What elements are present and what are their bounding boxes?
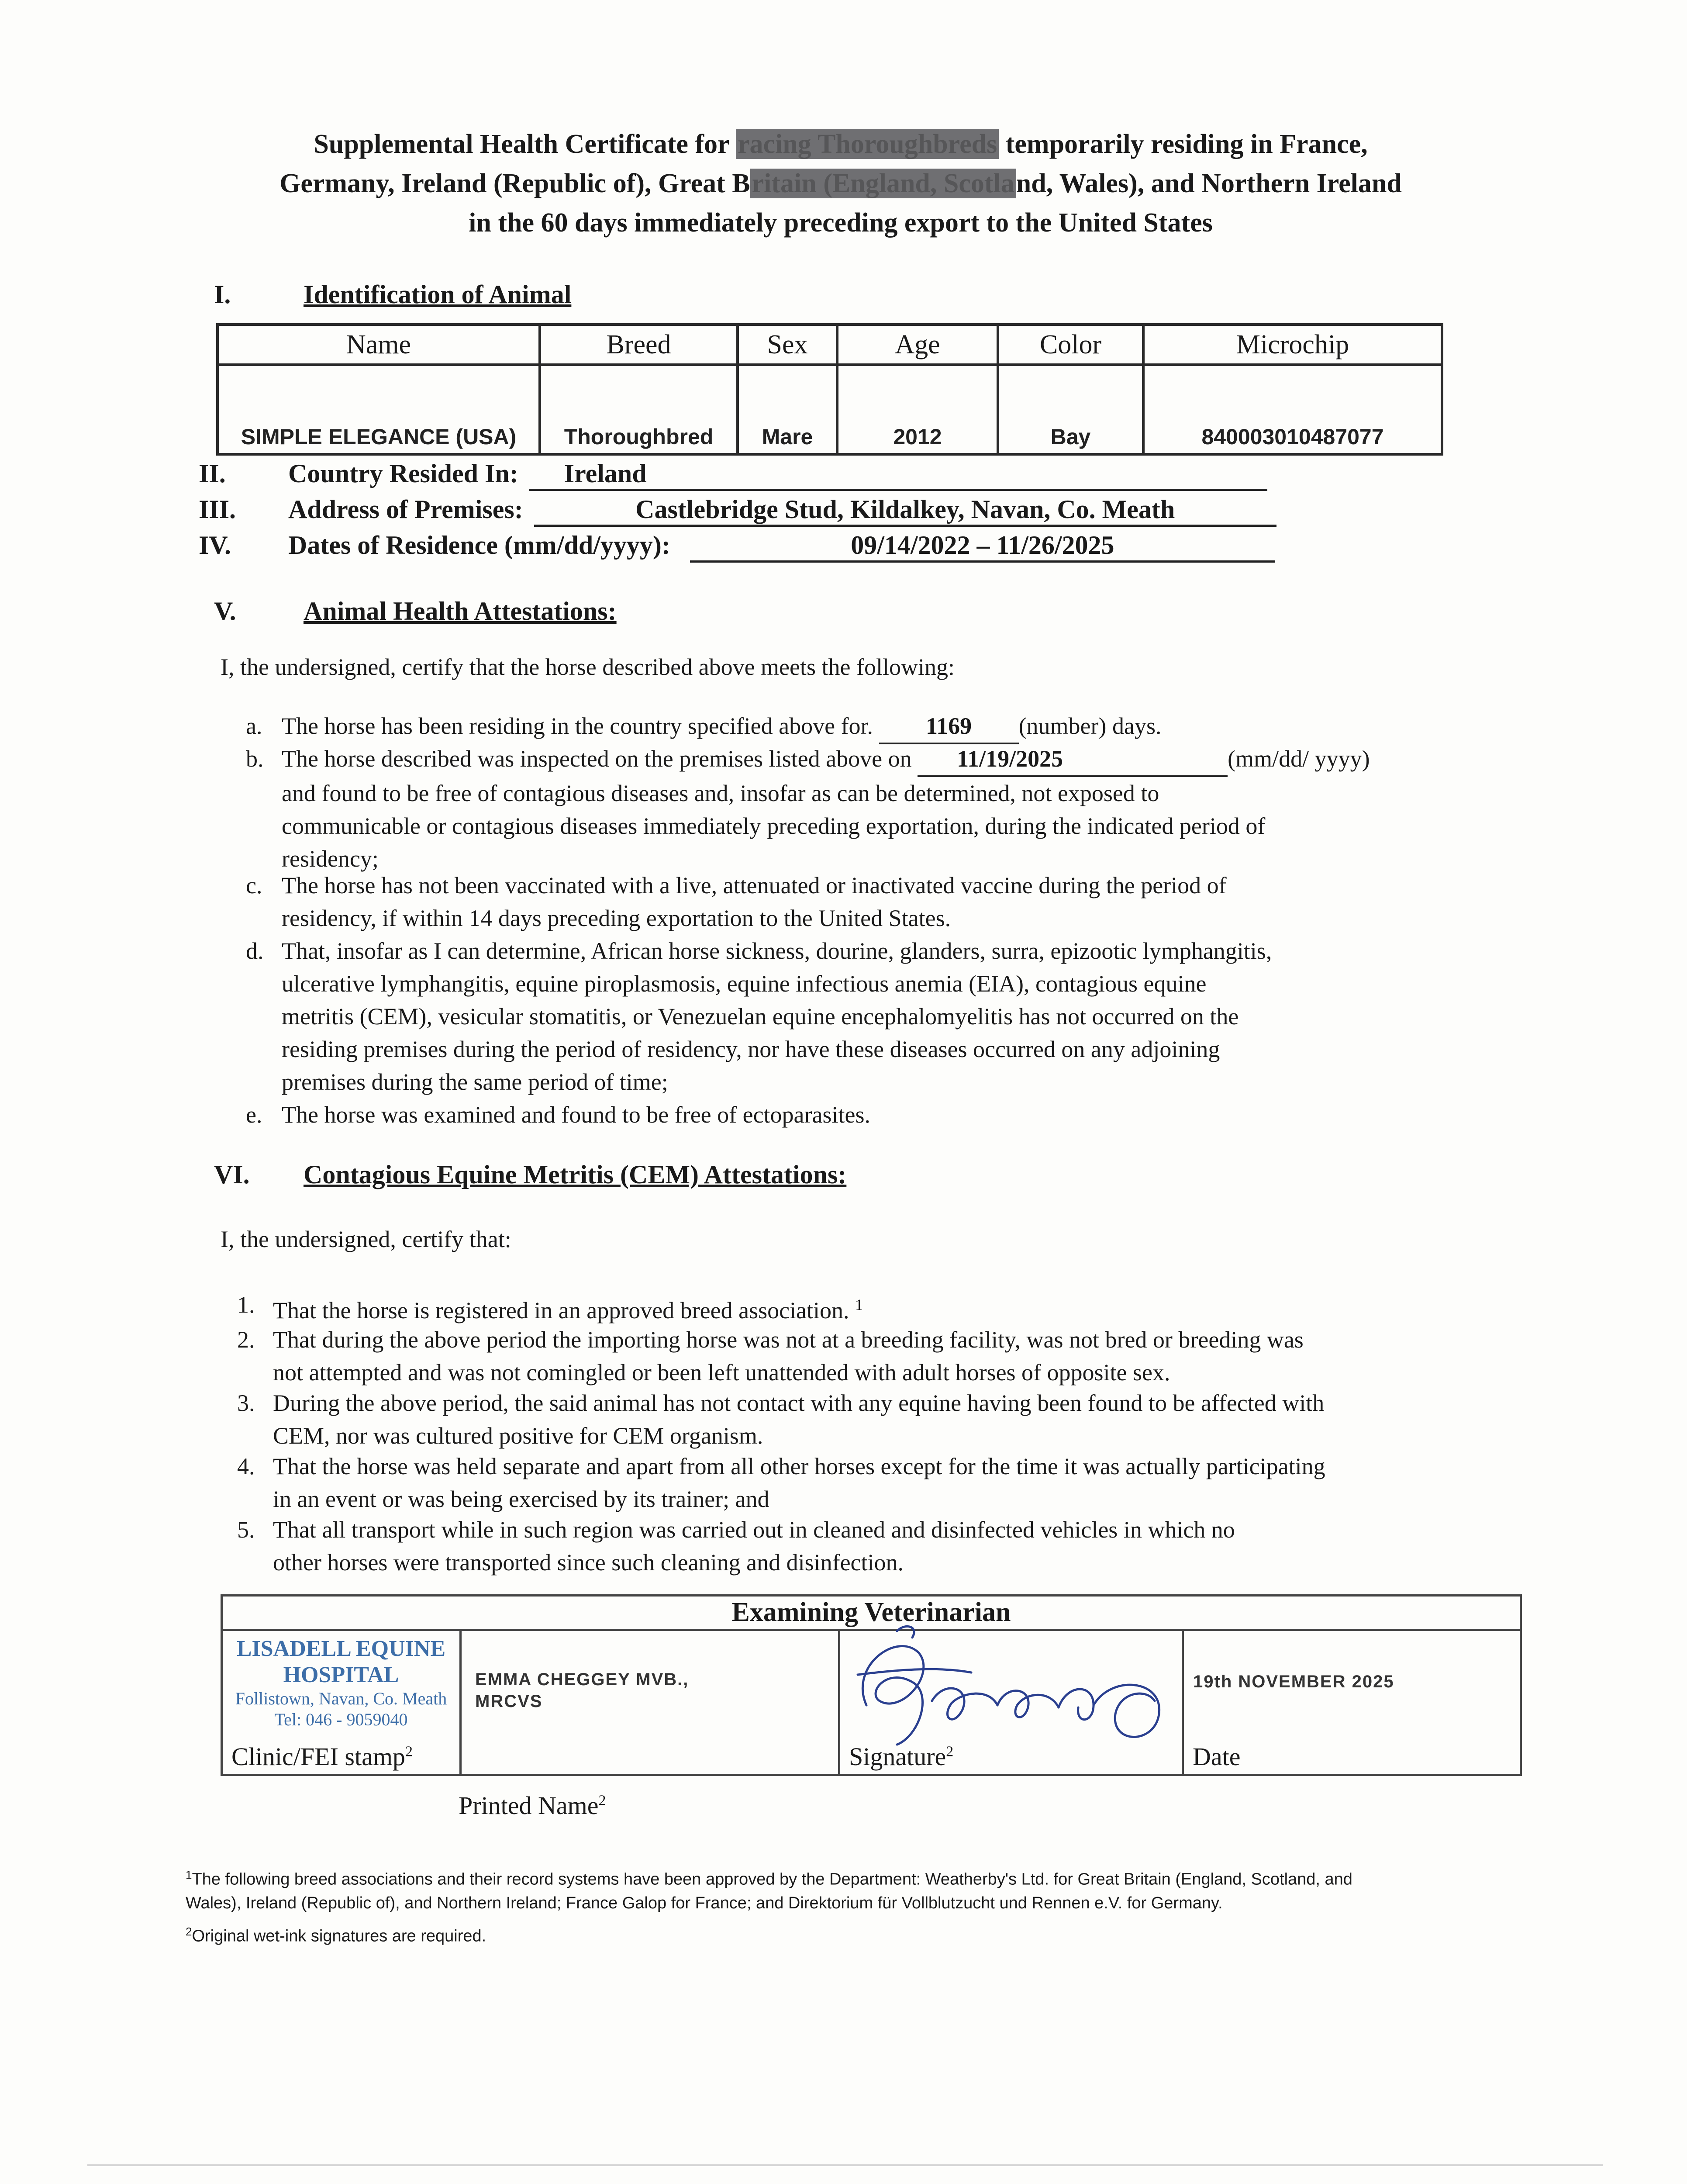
footnote-marker: 2 (186, 1925, 192, 1938)
section-number: I. (214, 280, 231, 309)
label-text: Signature (849, 1742, 946, 1771)
cem-item-5 (237, 1514, 1566, 1579)
attestation-text: That all transport while in such region was carried out in cleaned and disinfected vehicles in which no (273, 1517, 1235, 1543)
attestation-text: metritis (CEM), vesicular stomatitis, or Venezuelan equine encephalomyelitis has not occurred on the (282, 1003, 1239, 1030)
page-edge-line (87, 2164, 1603, 2166)
section-number: V. (214, 597, 236, 625)
attestation-text: premises during the same period of time; (282, 1069, 668, 1095)
printed-name-value (462, 1631, 838, 1712)
attestation-text: other horses were transported since such cleaning and disinfection. (273, 1549, 904, 1576)
dates-value: 09/14/2022 – 11/26/2025 (690, 530, 1275, 563)
clinic-stamp-cell (222, 1630, 461, 1775)
cem-item-1 (237, 1289, 1566, 1327)
item-label: 3. (237, 1390, 255, 1416)
cem-item-4 (237, 1450, 1566, 1516)
field-label: Address of Premises: (288, 495, 523, 524)
attestation-text: The horse has not been vaccinated with a live, attenuated or inactivated vaccine during the period of (282, 872, 1227, 898)
attestation-b (246, 743, 1548, 875)
section-title: Contagious Equine Metritis (CEM) Attestations: (304, 1160, 847, 1189)
column-header: Age (837, 325, 998, 365)
residence-days-value: 1169 (879, 710, 1019, 744)
attestation-text: (number) days. (1018, 713, 1162, 739)
footnote-text: Wales), Ireland (Republic of), and Northern Ireland; France Galop for France; and Direktorium für Vollblutzucht und Rennen e.V. for Germany. (186, 1894, 1223, 1912)
title-text: Supplemental Health Certificate for (314, 129, 736, 159)
section-v-heading (214, 596, 617, 626)
breed-cell: Thoroughbred (540, 365, 738, 454)
item-label: 4. (237, 1453, 255, 1479)
name-text: MRCVS (475, 1692, 543, 1711)
stamp-text: Tel: 046 - 9059040 (274, 1710, 408, 1729)
name-text: EMMA CHEGGEY MVB., (475, 1670, 689, 1689)
attestation-text: That during the above period the importing horse was not at a breeding facility, was not bred or breeding was (273, 1327, 1304, 1353)
attestation-text: communicable or contagious diseases immediately preceding exportation, during the indicated period of (282, 813, 1266, 839)
section-vi-heading (214, 1160, 846, 1190)
signature-cell (839, 1630, 1183, 1775)
sex-cell: Mare (738, 365, 837, 454)
title-text: Germany, Ireland (Republic of), Great B (279, 169, 750, 198)
item-label: d. (246, 938, 264, 964)
attestation-text: ulcerative lymphangitis, equine piroplasmosis, equine infectious anemia (EIA), contagious equine (282, 971, 1207, 997)
section-title: Identification of Animal (304, 280, 572, 309)
item-label: b. (246, 746, 264, 772)
address-value: Castlebridge Stud, Kildalkey, Navan, Co. Meath (534, 494, 1276, 527)
stamp-text: Follistown, Navan, Co. Meath (235, 1689, 447, 1708)
cem-item-3 (237, 1387, 1566, 1452)
attestation-text: residing premises during the period of residency, nor have these diseases occurred on any adjoining (282, 1036, 1220, 1062)
attestation-text: The horse has been residing in the country specified above for. (282, 713, 873, 739)
section-number: IV. (199, 531, 231, 560)
redacted-text: racing Thoroughbreds (736, 129, 999, 159)
footnote-marker: 2 (405, 1743, 413, 1760)
horse-name-cell: SIMPLE ELEGANCE (USA) (217, 365, 540, 454)
veterinarian-table (221, 1594, 1522, 1776)
signature-mark (831, 1614, 1172, 1758)
item-label: a. (246, 713, 262, 739)
attestation-text: CEM, nor was cultured positive for CEM organism. (273, 1423, 763, 1449)
microchip-cell: 840003010487077 (1143, 365, 1442, 454)
section-v-intro: I, the undersigned, certify that the horse described above meets the following: (221, 654, 955, 680)
field-label: Dates of Residence (mm/dd/yyyy): (288, 531, 670, 560)
country-field (199, 459, 1267, 491)
label-text: Clinic/FEI stamp (231, 1742, 405, 1771)
stamp-text: LISADELL EQUINE (236, 1636, 446, 1661)
label-text: Printed Name (459, 1791, 599, 1820)
item-label: 1. (237, 1292, 255, 1318)
redacted-text: ritain (England, Scotla (750, 169, 1016, 198)
attestation-text: During the above period, the said animal has not contact with any equine having been found to be affected with (273, 1390, 1325, 1416)
footnote-text: The following breed associations and their record systems have been approved by the Department: Weatherby's Ltd. for Great Britain (England, Scotland, and (192, 1870, 1352, 1889)
clinic-stamp-label (231, 1742, 413, 1771)
date-cell (1183, 1630, 1521, 1775)
signature-label (849, 1742, 953, 1771)
attestation-text: That, insofar as I can determine, African horse sickness, dourine, glanders, surra, epizootic lymphangitis, (282, 938, 1272, 964)
footnote-marker: 2 (598, 1792, 606, 1809)
footnote-marker: 2 (946, 1743, 954, 1760)
attestation-text: and found to be free of contagious diseases and, insofar as can be determined, not exposed to (282, 780, 1159, 806)
column-header: Name (217, 325, 540, 365)
stamp-text: HOSPITAL (283, 1662, 399, 1687)
attestation-c (246, 869, 1548, 935)
column-header: Color (998, 325, 1143, 365)
identification-table (216, 323, 1443, 456)
section-number: II. (199, 459, 226, 488)
footnote-1 (186, 1863, 1496, 1915)
inspection-date-value: 11/19/2025 (918, 743, 1228, 777)
item-label: 5. (237, 1517, 255, 1543)
attestation-text: not attempted and was not comingled or been left unattended with adult horses of opposite sex. (273, 1359, 1170, 1386)
certificate-title (131, 124, 1550, 242)
printed-name-label (459, 1791, 606, 1820)
attestation-text: That the horse is registered in an approved breed association. (273, 1297, 849, 1324)
item-label: e. (246, 1102, 262, 1128)
attestation-text: (mm/dd/ yyyy) (1228, 746, 1370, 772)
table-header-row (217, 325, 1442, 365)
section-i-heading (214, 280, 571, 310)
date-label: Date (1193, 1742, 1241, 1771)
footnote-2 (186, 1920, 486, 1948)
title-text: in the 60 days immediately preceding export to the United States (469, 208, 1213, 238)
column-header: Sex (738, 325, 837, 365)
section-title: Animal Health Attestations: (304, 597, 617, 625)
attestation-d (246, 935, 1548, 1099)
footnote-marker: 1 (855, 1296, 863, 1313)
table-row (217, 365, 1442, 454)
attestation-text: The horse was examined and found to be free of ectoparasites. (282, 1102, 870, 1128)
section-number: VI. (214, 1160, 250, 1189)
printed-name-cell (461, 1630, 839, 1775)
country-value: Ireland (529, 459, 1267, 491)
age-cell: 2012 (837, 365, 998, 454)
date-value: 19th NOVEMBER 2025 (1193, 1672, 1394, 1691)
item-label: c. (246, 872, 262, 898)
veterinarian-heading: Examining Veterinarian (222, 1596, 1521, 1630)
section-vi-intro: I, the undersigned, certify that: (221, 1226, 511, 1252)
title-text: nd, Wales), and Northern Ireland (1016, 169, 1402, 198)
attestation-text: That the horse was held separate and apart from all other horses except for the time it was actually participating (273, 1453, 1325, 1479)
section-number: III. (199, 495, 236, 524)
column-header: Microchip (1143, 325, 1442, 365)
column-header: Breed (540, 325, 738, 365)
cem-item-2 (237, 1324, 1566, 1389)
clinic-stamp (223, 1631, 459, 1730)
item-label: 2. (237, 1327, 255, 1353)
footnote-marker: 1 (186, 1868, 192, 1881)
attestation-a (246, 710, 1548, 744)
color-cell: Bay (998, 365, 1143, 454)
attestation-e (246, 1099, 1548, 1131)
field-label: Country Resided In: (288, 459, 518, 488)
attestation-text: residency; (282, 846, 379, 872)
attestation-text: The horse described was inspected on the premises listed above on (282, 746, 912, 772)
address-field (199, 494, 1276, 527)
dates-field (199, 530, 1275, 563)
title-text: temporarily residing in France, (999, 129, 1368, 159)
attestation-text: residency, if within 14 days preceding exportation to the United States. (282, 905, 951, 931)
footnote-text: Original wet-ink signatures are required. (192, 1927, 486, 1946)
attestation-text: in an event or was being exercised by its trainer; and (273, 1486, 769, 1512)
